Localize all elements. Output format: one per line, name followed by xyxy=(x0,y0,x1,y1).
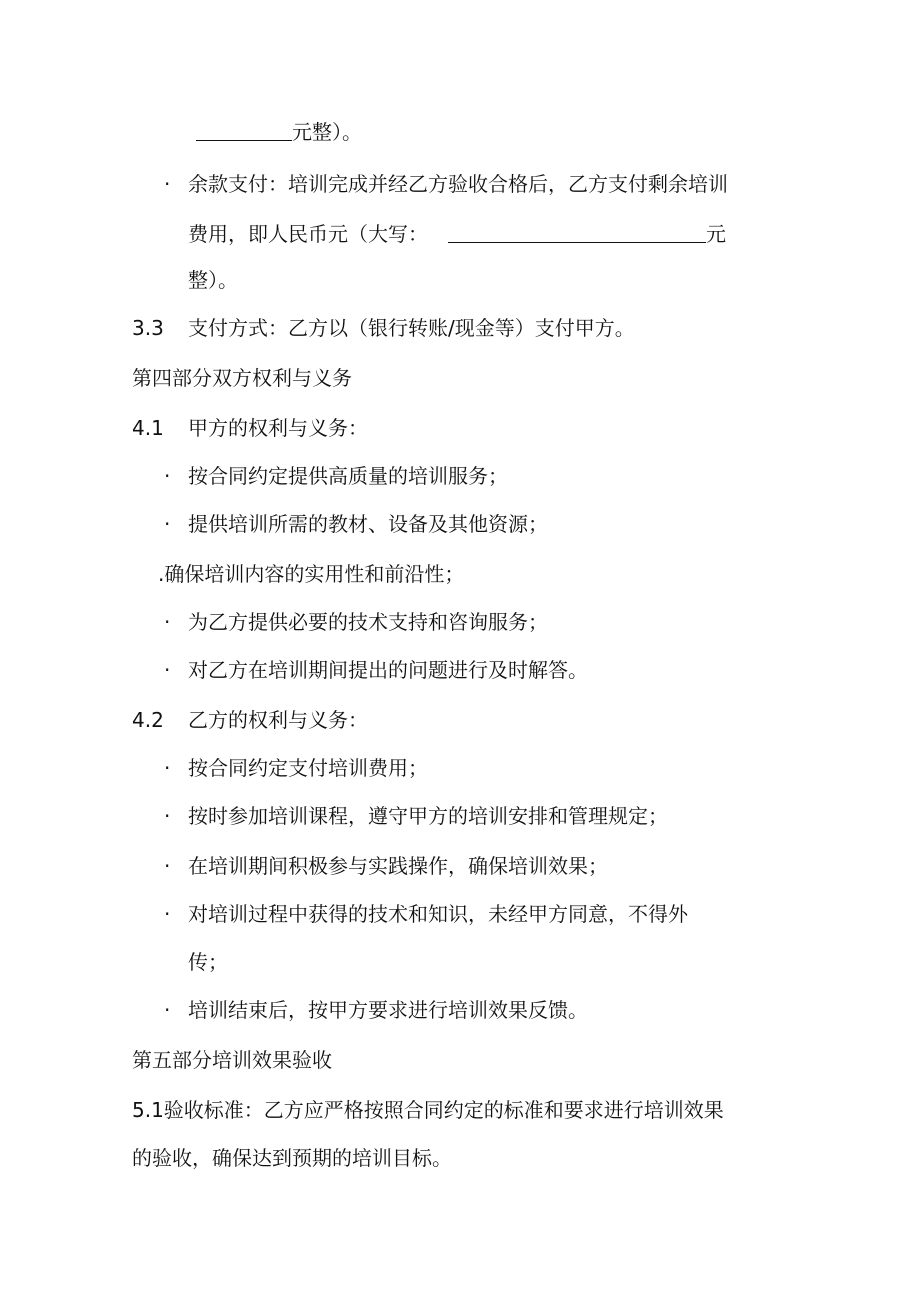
bullet-dot: · xyxy=(164,610,171,634)
line-final-payment-cont: 费用，即人民币元（大写： 元 xyxy=(188,222,726,246)
blank-field xyxy=(196,120,292,141)
bullet-party-b-2: · 按时参加培训课程，遵守甲方的培训安排和管理规定； xyxy=(164,800,668,832)
bullet-party-a-4: · 为乙方提供必要的技术支持和咨询服务； xyxy=(164,606,548,638)
clause-3-3: 3.3 支付方式：乙方以（银行转账/现金等）支付甲方。 xyxy=(132,316,635,340)
bullet-dot: · xyxy=(164,658,171,682)
section-heading-part-4: 第四部分双方权利与义务 xyxy=(132,366,352,390)
bullet-dot: · xyxy=(164,998,171,1022)
bullet-party-b-5: · 培训结束后，按甲方要求进行培训效果反馈。 xyxy=(164,994,588,1026)
bullet-dot: · xyxy=(164,756,171,780)
bullet-dot: · xyxy=(164,512,171,536)
bullet-party-b-1: · 按合同约定支付培训费用； xyxy=(164,752,428,784)
bullet-final-payment: · 余款支付：培训完成并经乙方验收合格后，乙方支付剩余培训 xyxy=(164,168,728,200)
bullet-dot: · xyxy=(164,902,171,926)
bullet-dot: · xyxy=(164,172,171,196)
section-heading-part-5: 第五部分培训效果验收 xyxy=(132,1048,332,1072)
bullet-party-a-2: · 提供培训所需的教材、设备及其他资源； xyxy=(164,508,548,540)
bullet-dot: · xyxy=(164,804,171,828)
bullet-party-b-4: · 对培训过程中获得的技术和知识，未经甲方同意，不得外 xyxy=(164,898,688,930)
bullet-party-a-1: · 按合同约定提供高质量的培训服务； xyxy=(164,460,508,492)
bullet-party-a-5: · 对乙方在培训期间提出的问题进行及时解答。 xyxy=(164,654,588,686)
clause-4-1: 4.1 甲方的权利与义务： xyxy=(132,416,368,440)
line-party-b-4-cont: 传； xyxy=(188,950,228,974)
bullet-party-b-3: · 在培训期间积极参与实践操作，确保培训效果； xyxy=(164,850,608,882)
clause-4-2: 4.2 乙方的权利与义务： xyxy=(132,708,368,732)
clause-5-1-cont: 的验收，确保达到预期的培训目标。 xyxy=(132,1146,452,1170)
line-final-payment-end: 整）。 xyxy=(188,268,238,292)
blank-field xyxy=(448,222,706,243)
clause-5-1: 5.1验收标准：乙方应严格按照合同约定的标准和要求进行培训效果 xyxy=(132,1098,724,1122)
bullet-dot: · xyxy=(164,464,171,488)
line-remaining-amount-end: 元整）。 xyxy=(196,116,362,148)
bullet-dot: · xyxy=(164,854,171,878)
bullet-party-a-3: .确保培训内容的实用性和前沿性； xyxy=(158,562,465,586)
